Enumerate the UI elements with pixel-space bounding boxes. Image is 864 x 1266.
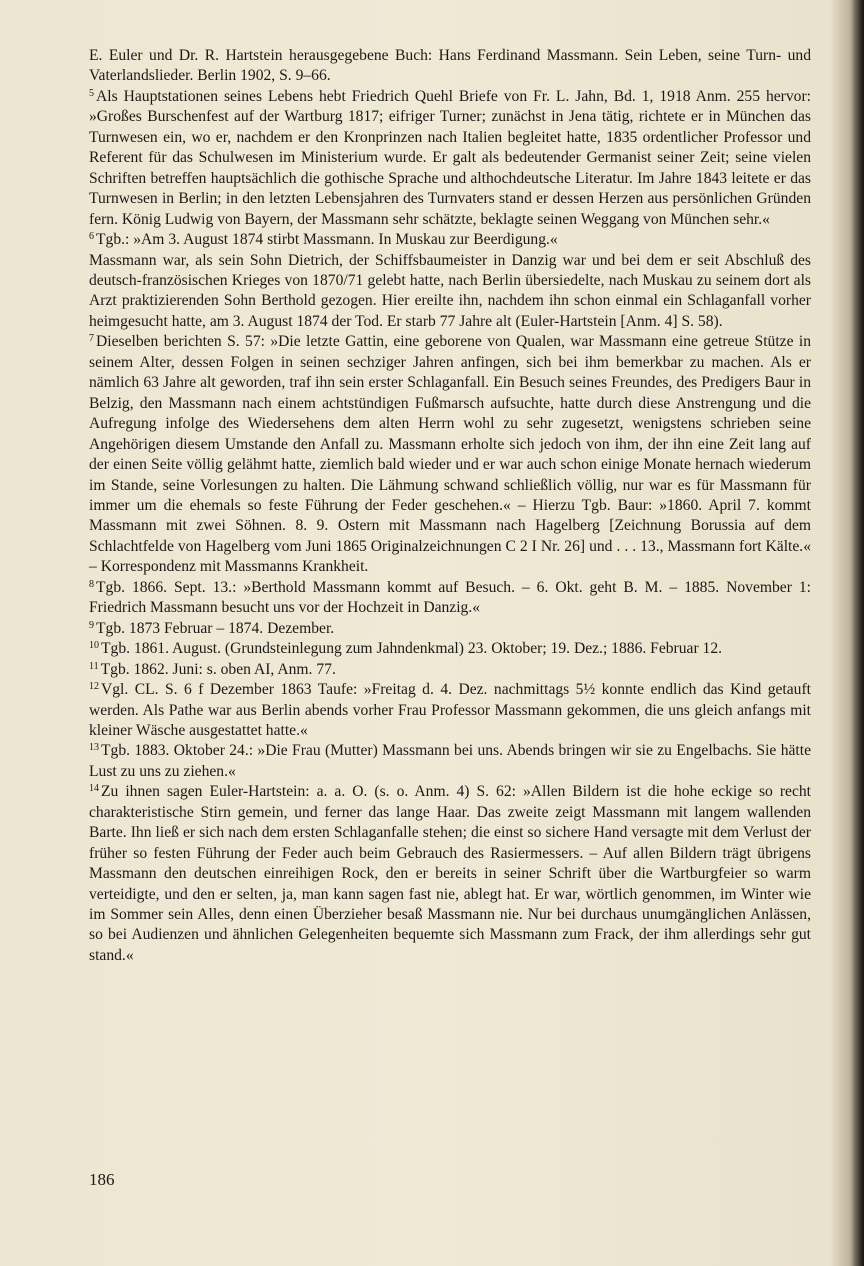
footnote-number: 10	[89, 640, 99, 652]
footnote-continuation	[89, 46, 811, 87]
footnote-number: 7	[89, 333, 94, 345]
footnote-6	[89, 230, 811, 250]
footnote-10	[89, 639, 811, 659]
footnote-number: 5	[89, 87, 94, 99]
footnote-text: Tgb. 1862. Juni: s. oben AI, Anm. 77.	[100, 660, 336, 678]
footnote-number: 13	[89, 742, 99, 754]
footnote-text: Massmann war, als sein Sohn Dietrich, der Schiffsbaumeister in Danzig war und bei dem er seit Abschluß des deutsch-französischen Krieges von 1870/71 gelebt hatte, nach Berlin übersiedelte, nach Muskau zu seinem dort als Arzt praktizierenden Sohn Berthold gezogen. Hier ereilte ihn, nachdem ihn schon einmal ein Schlaganfall vorher heimgesucht hatte, am 3. August 1874 der Tod. Er starb 77 Jahre alt (Euler-Hartstein [Anm. 4] S. 58).	[89, 251, 811, 330]
footnote-text: Als Hauptstationen seines Lebens hebt Friedrich Quehl Briefe von Fr. L. Jahn, Bd. 1, 1918 Anm. 255 hervor: »Großes Burschenfest auf der Wartburg 1817; eifriger Turner; zunächst in Jena tätig, richtete er in München das Turnwesen ein, wo er, nachdem er den Kronprinzen nach Italien begleitet hatte, 1835 ordentlicher Professor und Referent für das Schulwesen im Ministerium wurde. Er galt als bedeutender Germanist seiner Zeit; seine vielen Schriften betreffen hauptsächlich die gothische Sprache und althochdeutsche Literatur. Im Jahre 1843 leitete er das Turnwesen in Berlin; in den letzten Lebensjahren des Turnvaters stand er dessen Herzen aus persönlichen Gründen fern. König Ludwig von Bayern, der Massmann sehr schätzte, beklagte seinen Weggang von München sehr.«	[89, 87, 811, 228]
footnote-13	[89, 741, 811, 782]
footnote-text: Dieselben berichten S. 57: »Die letzte Gattin, eine geborene von Qualen, war Massmann eine getreue Stütze in seinem Alter, dessen Folgen in seinen sechziger Jahren anfingen, sich bei ihm bemerkbar zu machen. Als er nämlich 63 Jahre alt geworden, traf ihn sein erster Schlaganfall. Ein Besuch seines Freundes, des Predigers Baur in Belzig, den Massmann nach einem achtstündigen Fußmarsch aufsuchte, hatte durch diese Anstrengung und die Aufregung infolge des Wiedersehens dem alten Herrn wohl zu sehr zugesetzt, wenigstens schrieben seine Angehörigen diesem Umstande den Anfall zu. Massmann erholte sich jedoch von ihm, der ihn eine Zeit lang auf der einen Seite völlig gelähmt hatte, ziemlich bald wieder und er war auch schon einige Monate hernach wiederum im Stande, seine Vorlesungen zu halten. Die Lähmung schwand schließlich völlig, nur war es für Massmann für immer um die ehemals so feste Führung der Feder geschehen.« – Hierzu Tgb. Baur: »1860. April 7. kommt Massmann mit zwei Söhnen. 8. 9. Ostern mit Massmann nach Hagelberg [Zeichnung Borussia auf dem Schlachtfelde von Hagelberg vom Juni 1865 Originalzeichnungen C 2 I Nr. 26] und . . . 13., Massmann fort Kälte.« – Korrespondenz mit Massmanns Krankheit.	[89, 333, 811, 576]
footnote-9	[89, 619, 811, 639]
footnote-text: Tgb. 1883. Oktober 24.: »Die Frau (Mutter) Massmann bei uns. Abends bringen wir sie zu Engelbachs. Sie hätte Lust zu uns zu ziehen.«	[89, 742, 811, 780]
footnote-number: 6	[89, 231, 94, 243]
book-spine-shadow	[850, 0, 864, 1266]
footnote-number: 11	[89, 660, 99, 672]
footnote-14	[89, 782, 811, 966]
footnote-text: Vgl. CL. S. 6 f Dezember 1863 Taufe: »Freitag d. 4. Dez. nachmittags 5½ konnte endlich das Kind getauft werden. Als Pathe war aus Berlin abends vorher Frau Professor Massmann gekommen, die uns gleich anfangs mit kleiner Wäsche ausgestattet hatte.«	[89, 681, 811, 739]
footnote-text: Tgb.: »Am 3. August 1874 stirbt Massmann. In Muskau zur Beerdigung.«	[96, 231, 558, 249]
footnote-number: 9	[89, 619, 94, 631]
footnote-5	[89, 87, 811, 230]
footnote-text: Tgb. 1866. Sept. 13.: »Berthold Massmann kommt auf Besuch. – 6. Okt. geht B. M. – 1885. November 1: Friedrich Massmann besucht uns vor der Hochzeit in Danzig.«	[89, 578, 811, 617]
footnote-11	[89, 660, 811, 680]
footnotes-block	[89, 46, 811, 966]
footnote-12	[89, 680, 811, 741]
footnote-number: 14	[89, 783, 99, 795]
footnote-6-continuation	[89, 251, 811, 333]
footnote-7	[89, 332, 811, 577]
footnote-number: 8	[89, 578, 94, 590]
page-number: 186	[89, 1170, 115, 1189]
footnote-text: Tgb. 1873 Februar – 1874. Dezember.	[96, 619, 335, 637]
footnote-number: 12	[89, 681, 99, 693]
footnote-text: Tgb. 1861. August. (Grundsteinlegung zum Jahndenkmal) 23. Oktober; 19. Dez.; 1886. Februar 12.	[101, 640, 723, 658]
footnote-text: E. Euler und Dr. R. Hartstein herausgegebene Buch: Hans Ferdinand Massmann. Sein Leben, seine Turn- und Vaterlandslieder. Berlin 1902, S. 9–66.	[89, 47, 811, 85]
footnote-text: Zu ihnen sagen Euler-Hartstein: a. a. O. (s. o. Anm. 4) S. 62: »Allen Bildern ist die hohe eckige so recht charakteristische Stirn gemein, und ferner das lange Haar. Das zweite zeigt Massmann mit langem wallenden Barte. Ihn ließ er sich nach dem ersten Schlaganfalle stehen; die einst so sichere Hand versagte mit dem Verlust der früher so festen Führung der Feder auch beim Gebrauch des Rasiermessers. – Auf allen Bildern trägt übrigens Massmann den deutschen einreihigen Rock, den er bereits in seiner Schrift über die Wartburgfeier so warm verteidigte, und den er selten, ja, man kann sagen fast nie, ablegt hat. Er war, wörtlich genommen, im Winter wie im Sommer sein Alles, denn einen Überzieher besaß Massmann nie. Nur bei durchaus unumgänglichen Anlässen, so bei Audienzen und ähnlichen Gelegenheiten bequemte sich Massmann zum Frack, der ihm allerdings sehr gut stand.«	[89, 783, 811, 964]
footnote-8	[89, 578, 811, 619]
